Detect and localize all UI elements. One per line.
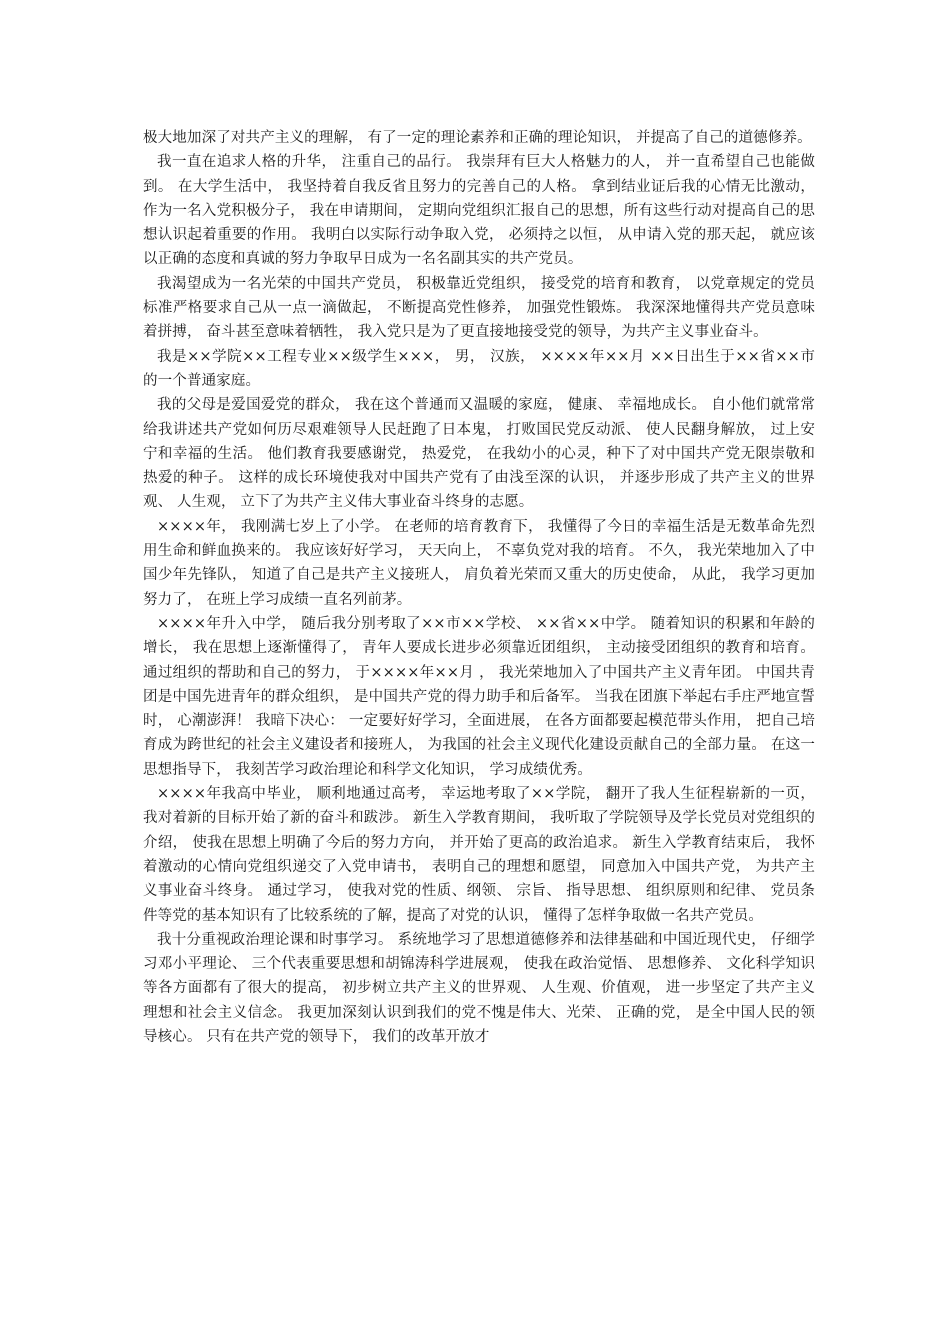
paragraph-aspiration: 我渴望成为一名光荣的中国共产党员， 积极靠近党组织， 接受党的培育和教育， 以党章规定的党员标准严格要求自己从一点一滴做起， 不断提高党性修养， 加强党性锻炼。 我深深地懂得共产党员意味着拼搏， 奋斗甚至意味着牺牲， 我入党只是为了更直接地接受党的领导，为共产主义事业奋斗。	[143, 275, 815, 341]
paragraph-college: ××××年我高中毕业， 顺利地通过高考， 幸运地考取了××学院， 翻开了我人生征程崭新的一页， 我对着新的目标开始了新的奋斗和跋涉。 新生入学教育期间， 我听取了学院领导及学长党员对党组织的介绍， 使我在思想上明确了今后的努力方向， 并开始了更高的政治追求。 新生入学教育结束后， 我怀着激动的心情向党组织递交了入党申请书， 表明自己的理想和愿望， 同意加入中国共产党， 为共产主义事业奋斗终身。 通过学习， 使我对党的性质、纲领、 宗旨、 指导思想、 组织原则和纪律、 党员条件等党的基本知识有了比较系统的了解，提高了对党的认识， 懂得了怎样争取做一名共产党员。	[143, 786, 815, 924]
paragraph-personality: 我一直在追求人格的升华， 注重自己的品行。 我崇拜有巨大人格魅力的人， 并一直希望自己也能做到。 在大学生活中， 我坚持着自我反省且努力的完善自己的人格。 拿到结业证后我的心情无比激动， 作为一名入党积极分子， 我在申请期间， 定期向党组织汇报自己的思想，所有这些行动对提高自己的思想认识起着重要的作用。 我明白以实际行动争取入党， 必须持之以恒， 从申请入党的那天起， 就应该以正确的态度和真诚的努力争取早日成为一名名副其实的共产党员。	[143, 154, 815, 268]
document-body	[143, 126, 815, 1049]
paragraph-primary-school: ××××年， 我刚满七岁上了小学。 在老师的培育教育下， 我懂得了今日的幸福生活是无数革命先烈用生命和鲜血换来的。 我应该好好学习， 天天向上， 不辜负党对我的培育。 不久， 我光荣地加入了中国少年先锋队， 知道了自己是共产主义接班人， 肩负着光荣而又重大的历史使命， 从此， 我学习更加努力了， 在班上学习成绩一直名列前茅。	[143, 518, 815, 608]
paragraph-political-study: 我十分重视政治理论课和时事学习。 系统地学习了思想道德修养和法律基础和中国近现代史， 仔细学习邓小平理论、 三个代表重要思想和胡锦涛科学进展观， 使我在政治觉悟、 思想修养、 文化科学知识等各方面都有了很大的提高， 初步树立共产主义的世界观、 人生观、价值观， 进一步坚定了共产主义理想和社会主义信念。 我更加深刻认识到我们的党不愧是伟大、光荣、 正确的党， 是全中国人民的领导核心。 只有在共产党的领导下， 我们的改革开放才	[143, 931, 815, 1045]
paragraph-middle-school: ××××年升入中学， 随后我分别考取了××市××学校、 ××省××中学。 随着知识的积累和年龄的增长， 我在思想上逐渐懂得了， 青年人要成长进步必须靠近团组织， 主动接受团组织的教育和培育。 通过组织的帮助和自己的努力， 于××××年××月 ， 我光荣地加入了中国共产主义青年团。 中国共青团是中国先进青年的群众组织， 是中国共产党的得力助手和后备军。 当我在团旗下举起右手庄严地宣誓时， 心潮澎湃！ 我暗下决心： 一定要好好学习，全面进展， 在各方面都要起模范带头作用， 把自己培育成为跨世纪的社会主义建设者和接班人， 为我国的社会主义现代化建设贡献自己的全部力量。 在这一思想指导下， 我刻苦学习政治理论和科学文化知识， 学习成绩优秀。	[143, 615, 815, 778]
paragraph-personal-info: 我是××学院××工程专业××级学生×××， 男， 汉族， ××××年××月 ××日出生于××省××市的一个普通家庭。	[143, 348, 815, 389]
paragraph-continuation: 极大地加深了对共产主义的理解， 有了一定的理论素养和正确的理论知识， 并提高了自己的道德修养。	[143, 130, 812, 146]
paragraph-family: 我的父母是爱国爱党的群众， 我在这个普通而又温暖的家庭， 健康、 幸福地成长。 自小他们就常常给我讲述共产党如何历尽艰难领导人民赶跑了日本鬼， 打败国民党反动派、 使人民翻身解放， 过上安宁和幸福的生活。 他们教育我要感谢党， 热爱党， 在我幼小的心灵，种下了对中国共产党无限崇敬和热爱的种子。 这样的成长环境使我对中国共产党有了由浅至深的认识， 并逐步形成了共产主义的世界观、 人生观， 立下了为共产主义伟大事业奋斗终身的志愿。	[143, 397, 815, 511]
